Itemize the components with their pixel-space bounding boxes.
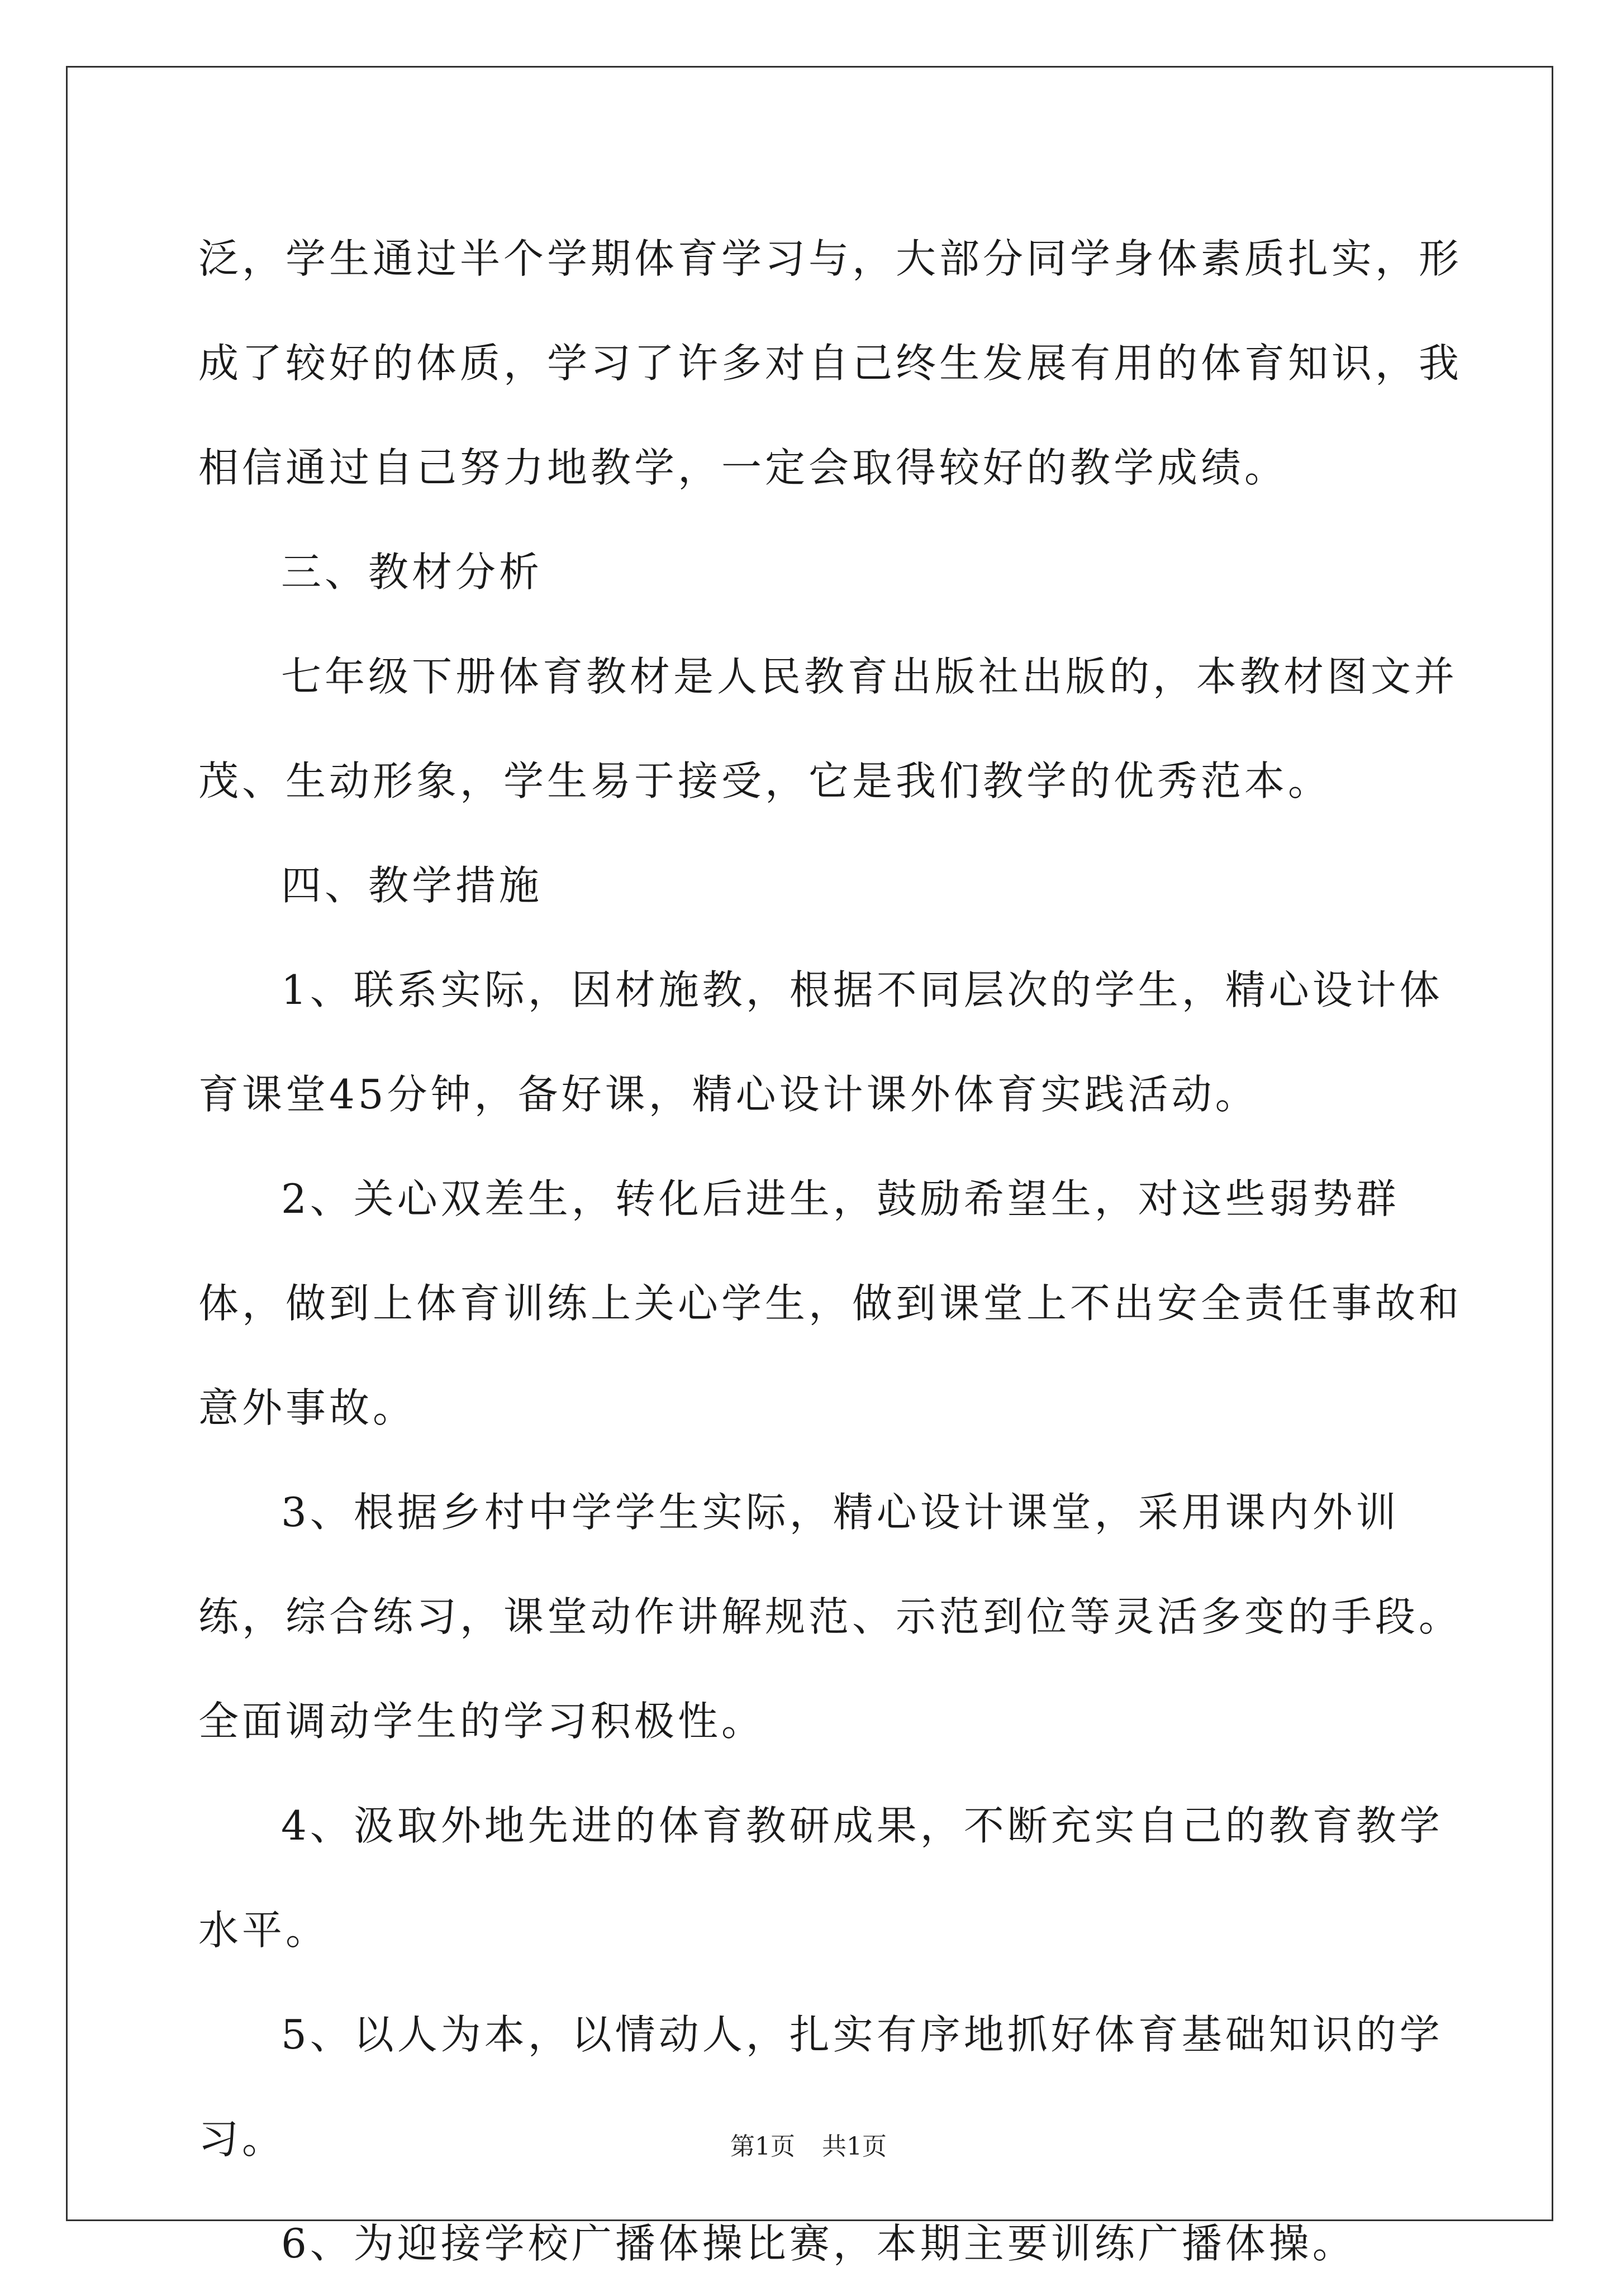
paragraph-continuation: 泛，学生通过半个学期体育学习与，大部分同学身体素质扎实，形成了较好的体质，学习了许多对自己终生发展有用的体育知识，我相信通过自己努力地教学，一定会取得较好的教学成绩。: [198, 235, 1463, 491]
list-item-measure-4: 4、汲取外地先进的体育教研成果，不断充实自己的教育教学水平。: [198, 1802, 1443, 1954]
document-body: [198, 207, 1467, 2296]
section-heading-teaching-measures: 四、教学措施: [281, 862, 543, 909]
section-heading-textbook-analysis: 三、教材分析: [281, 549, 543, 596]
list-item-measure-2: 2、关心双差生，转化后进生，鼓励希望生，对这些弱势群体，做到上体育训练上关心学生，做到课堂上不出安全责任事故和意外事故。: [198, 1175, 1463, 1431]
list-item-measure-6: 6、为迎接学校广播体操比赛，本期主要训练广播体操。: [281, 2220, 1356, 2267]
list-item-measure-1: 1、联系实际，因材施教，根据不同层次的学生，精心设计体育课堂45分钟，备好课，精心设计课外体育实践活动。: [198, 966, 1443, 1118]
list-item-measure-5: 5、以人为本，以情动人，扎实有序地抓好体育基础知识的学习。: [198, 2011, 1443, 2162]
page-footer: [0, 2126, 1617, 2162]
list-item-measure-3: 3、根据乡村中学学生实际，精心设计课堂，采用课内外训练，综合练习，课堂动作讲解规范、示范到位等灵活多变的手段。全面调动学生的学习积极性。: [198, 1489, 1463, 1745]
page-number: 第1页: [730, 2132, 795, 2161]
page-total: 共1页: [822, 2132, 887, 2161]
paragraph-textbook-description: 七年级下册体育教材是人民教育出版社出版的，本教材图文并茂、生动形象，学生易于接受，它是我们教学的优秀范本。: [198, 653, 1458, 804]
